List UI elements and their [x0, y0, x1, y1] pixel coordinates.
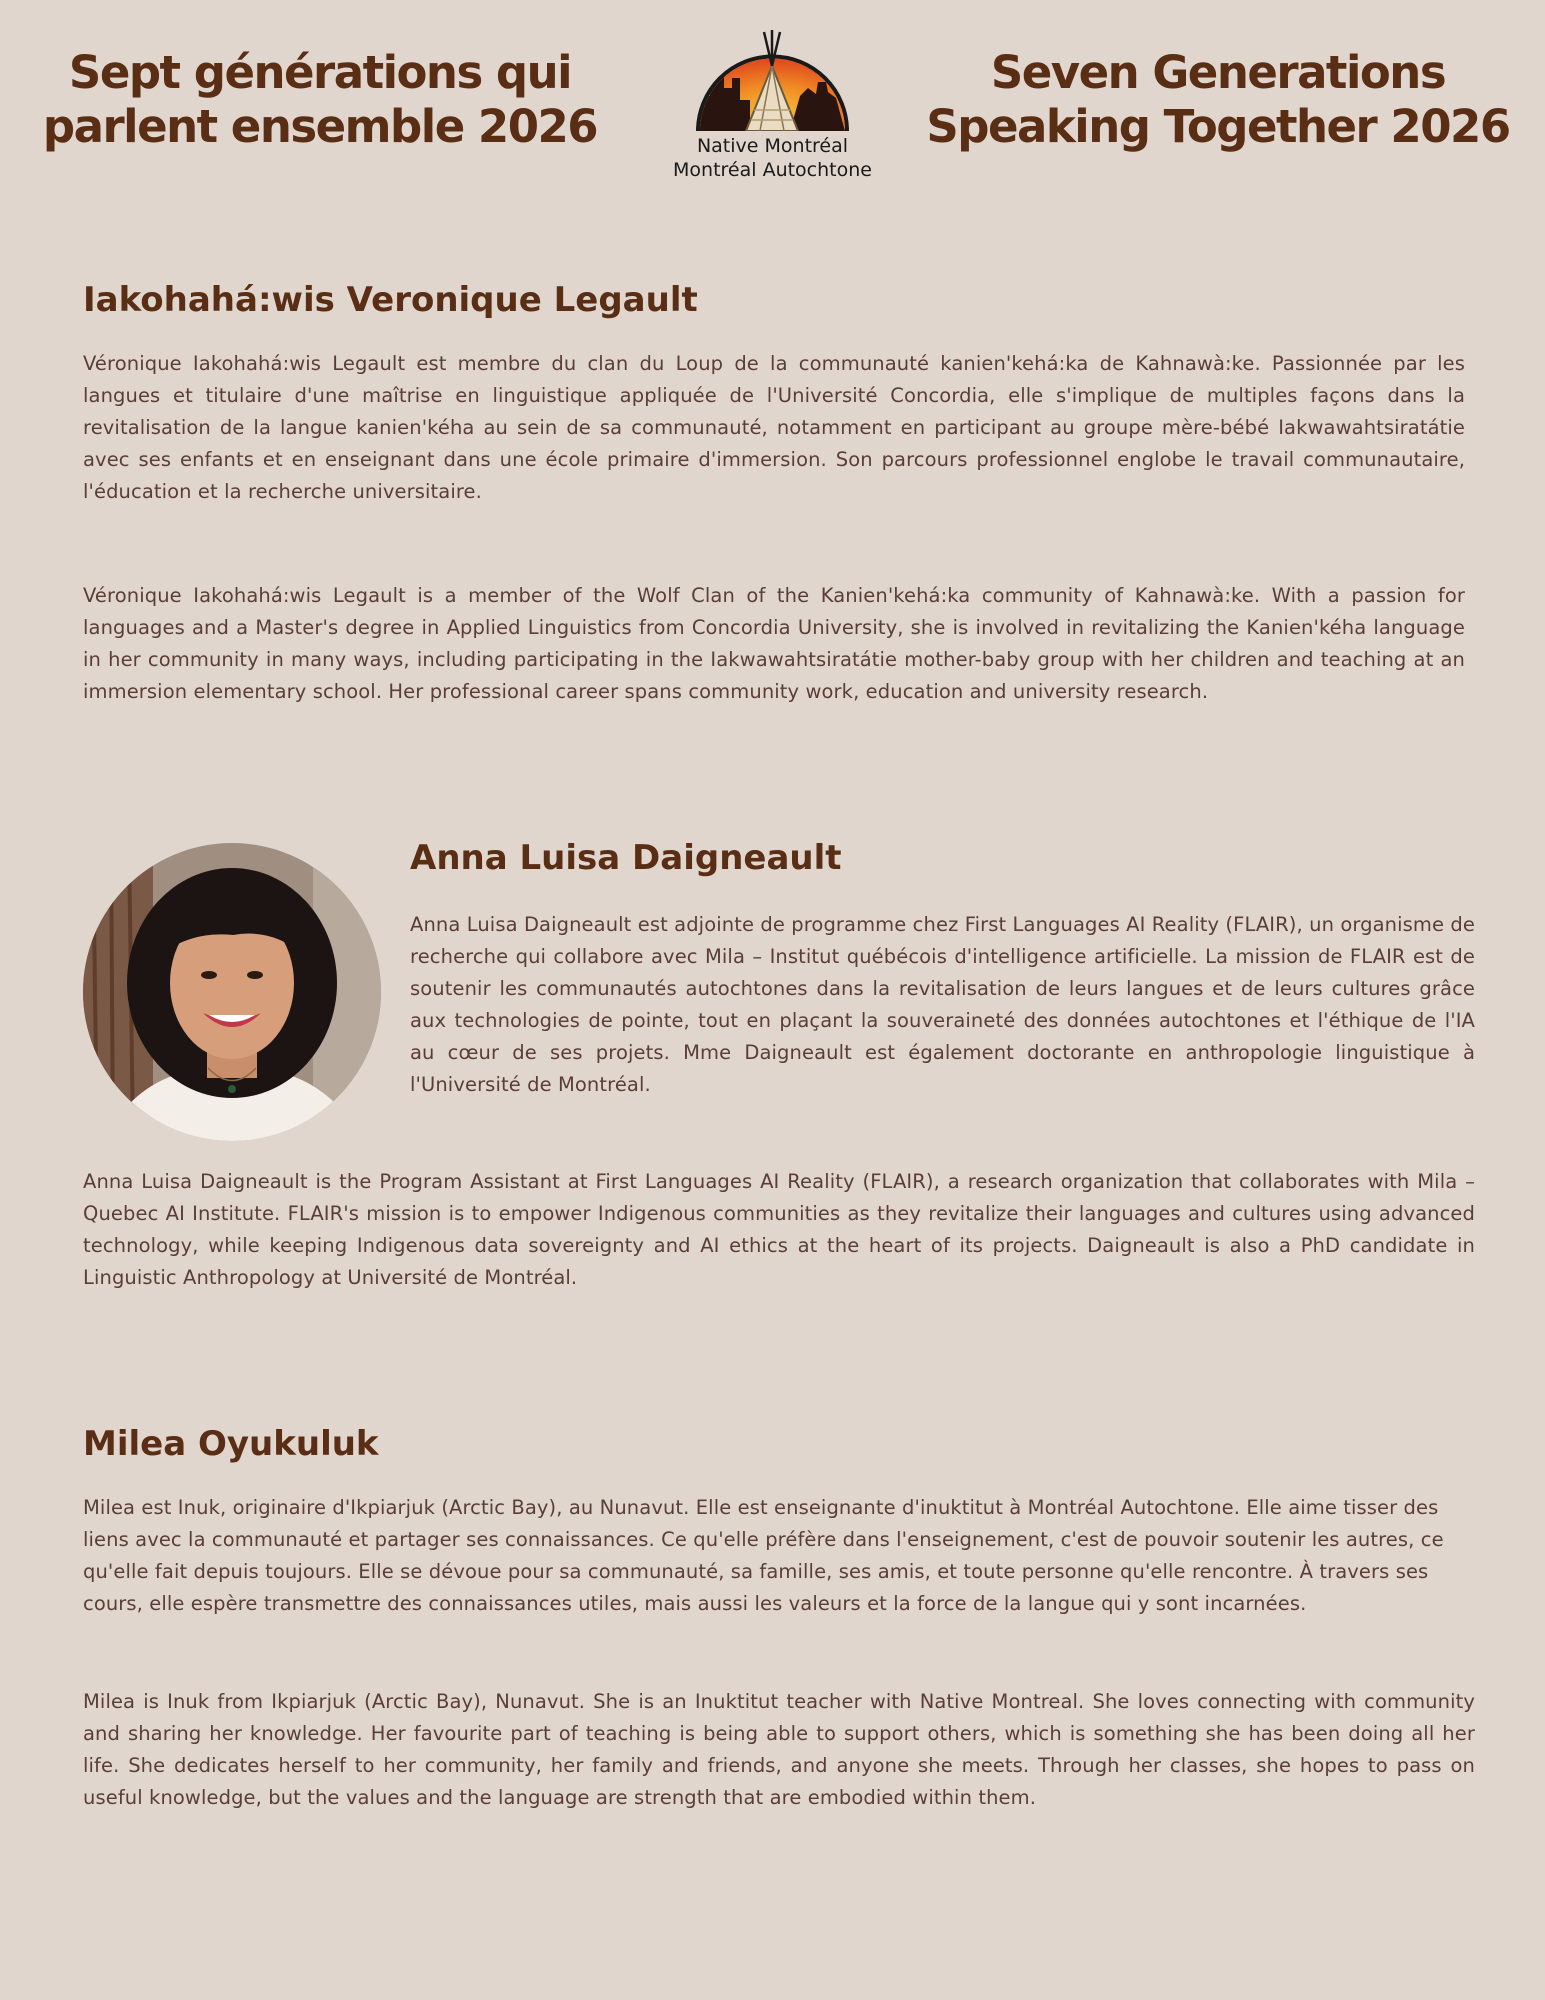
speaker-bio-fr: Véronique Iakohahá:wis Legault est membre du clan du Loup de la communauté kanien'kehá:ka de Kahnawà:ke. Passionnée par les langues et titulaire d'une maîtrise en linguistique appliquée de l'Université Concordia, elle s'implique de multiples façons dans la revitalisation de la langue kanien'kéha au sein de sa communauté, notamment en participant au groupe mère-bébé Iakwawahtsiratátie avec ses enfants et en enseignant dans une école primaire d'immersion. Son parcours professionnel englobe le travail communautaire, l'éducation et la recherche universitaire. [83, 352, 1465, 503]
native-montreal-logo [660, 26, 885, 186]
logo-text-line-1: Native Montréal [696, 135, 849, 157]
speaker-bio-en: Anna Luisa Daigneault is the Program Assistant at First Languages AI Reality (FLAIR), a research organization that collaborates with Mila – Quebec AI Institute. FLAIR's mission is to empower Indigenous communities as they revitalize their languages and cultures using advanced technology, while keeping Indigenous data sovereignty and AI ethics at the heart of its projects. Daigneault is also a PhD candidate in Linguistic Anthropology at Université de Montréal. [83, 1170, 1475, 1289]
speaker-bio-en: Véronique Iakohahá:wis Legault is a member of the Wolf Clan of the Kanien'kehá:ka community of Kahnawà:ke. With a passion for languages and a Master's degree in Applied Linguistics from Concordia University, she is involved in revitalizing the Kanien'kéha language in her community in many ways, including participating in the Iakwawahtsiratátie mother-baby group with her children and teaching at an immersion elementary school. Her professional career spans community work, education and university research. [83, 584, 1465, 703]
speaker-name: Iakohahá:wis Veronique Legault [83, 280, 698, 320]
logo-emblem-icon [660, 26, 885, 136]
logo-text-line-2: Montréal Autochtone [673, 159, 872, 181]
speaker-bio-fr: Milea est Inuk, originaire d'Ikpiarjuk (Arctic Bay), au Nunavut. Elle est enseignante d'inuktitut à Montréal Autochtone. Elle aime tisser des liens avec la communauté et partager ses connaissances. Ce qu'elle préfère dans l'enseignement, c'est de pouvoir soutenir les autres, ce qu'elle fait depuis toujours. Elle se dévoue pour sa communauté, sa famille, ses amis, et toute personne qu'elle rencontre. À travers ses cours, elle espère transmettre des connaissances utiles, mais aussi les valeurs et la force de la langue qui y sont incarnées. [83, 1496, 1444, 1615]
speaker-name: Anna Luisa Daigneault [410, 838, 842, 878]
speaker-bio-en: Milea is Inuk from Ikpiarjuk (Arctic Bay), Nunavut. She is an Inuktitut teacher with Native Montreal. She loves connecting with community and sharing her knowledge. Her favourite part of teaching is being able to support others, which is something she has been doing all her life. She dedicates herself to her community, her family and friends, and anyone she meets. Through her classes, she hopes to pass on useful knowledge, but the values and the language are strength that are embodied within them. [83, 1690, 1475, 1809]
speaker-bio-fr: Anna Luisa Daigneault est adjointe de programme chez First Languages AI Reality (FLAIR), un organisme de recherche qui collabore avec Mila – Institut québécois d'intelligence artificielle. La mission de FLAIR est de soutenir les communautés autochtones dans la revitalisation de leurs langues et de leurs cultures grâce aux technologies de pointe, tout en plaçant la souveraineté des données autochtones et l'éthique de l'IA au cœur de ses projets. Mme Daigneault est également doctorante en anthropologie linguistique à l'Université de Montréal. [410, 913, 1475, 1096]
portrait-image [83, 843, 381, 1141]
speaker-photo [83, 843, 381, 1141]
speaker-name: Milea Oyukuluk [83, 1424, 379, 1464]
page-title-fr: Sept générations qui parlent ensemble 2026 [42, 46, 598, 153]
page-title-en: Seven Generations Speaking Together 2026 [926, 46, 1510, 153]
